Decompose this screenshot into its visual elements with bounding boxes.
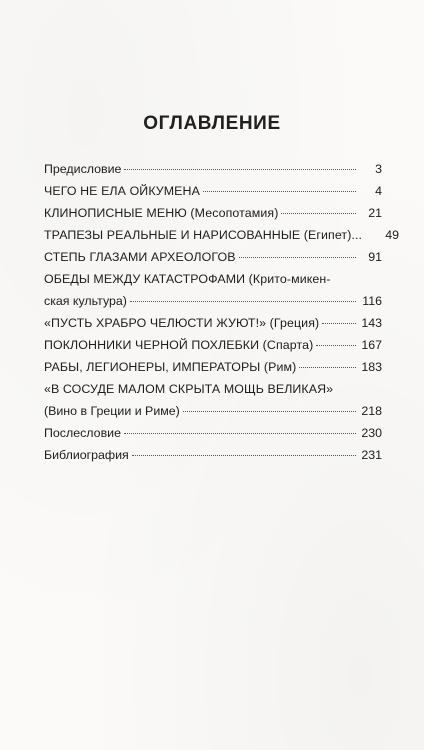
toc-entry-bibliography xyxy=(44,444,382,466)
toc-entry-mesopotamia xyxy=(44,202,382,224)
dot-leader xyxy=(316,345,356,346)
toc-entry-crete xyxy=(44,268,382,312)
toc-entry-label: ТРАПЕЗЫ РЕАЛЬНЫЕ И НАРИСОВАННЫЕ (Египет)... xyxy=(44,228,363,242)
dot-leader xyxy=(281,213,356,214)
toc-entry-page: 91 xyxy=(368,250,382,264)
page-title: ОГЛАВЛЕНИЕ xyxy=(143,113,281,134)
toc-entry-page: 21 xyxy=(368,206,382,220)
toc-entry-label: Библиография xyxy=(44,448,129,462)
toc-entry-page: 116 xyxy=(362,294,382,308)
toc-entry-afterword xyxy=(44,422,382,444)
dot-leader xyxy=(130,301,356,302)
toc-entry-page: 218 xyxy=(361,404,382,418)
toc-entry-label: РАБЫ, ЛЕГИОНЕРЫ, ИМПЕРАТОРЫ (Рим) xyxy=(44,360,297,374)
toc-entry-page: 143 xyxy=(361,316,382,330)
toc-entry-egypt xyxy=(44,224,400,246)
toc-entry-label: КЛИНОПИСНЫЕ МЕНЮ (Месопотамия) xyxy=(44,206,279,220)
toc-entry-page: 183 xyxy=(361,360,382,374)
dot-leader xyxy=(183,411,356,412)
toc-entry-oikumene xyxy=(44,180,382,202)
toc-entry-page: 231 xyxy=(361,448,382,462)
toc-entry-label-line1: ОБЕДЫ МЕЖДУ КАТАСТРОФАМИ (Крито-микен- xyxy=(44,272,331,286)
toc-entry-label: (Вино в Греции и Риме) xyxy=(44,404,180,418)
dot-leader xyxy=(203,191,356,192)
toc-entry-page: 3 xyxy=(375,162,382,176)
table-of-contents xyxy=(44,158,400,466)
dot-leader xyxy=(239,257,356,258)
toc-entry-preface xyxy=(44,158,382,180)
toc-entry-page: 230 xyxy=(361,426,382,440)
toc-entry-wine xyxy=(44,378,382,422)
toc-entry-page: 167 xyxy=(361,338,382,352)
dot-leader xyxy=(124,169,356,170)
toc-entry-page: 49 xyxy=(385,228,400,242)
toc-entry-label: СТЕПЬ ГЛАЗАМИ АРХЕОЛОГОВ xyxy=(44,250,236,264)
toc-entry-sparta xyxy=(44,334,382,356)
dot-leader xyxy=(132,455,356,456)
toc-entry-label: Послесловие xyxy=(44,426,121,440)
toc-entry-rome xyxy=(44,356,382,378)
toc-entry-label: ПОКЛОННИКИ ЧЕРНОЙ ПОХЛЕБКИ (Спарта) xyxy=(44,338,314,352)
toc-entry-label: «ПУСТЬ ХРАБРО ЧЕЛЮСТИ ЖУЮТ!» (Греция) xyxy=(44,316,320,330)
dot-leader xyxy=(124,433,356,434)
toc-entry-label: ЧЕГО НЕ ЕЛА ОЙКУМЕНА xyxy=(44,184,200,198)
toc-entry-greece xyxy=(44,312,382,334)
toc-entry-label: Предисловие xyxy=(44,162,122,176)
toc-entry-label-line1: «В СОСУДЕ МАЛОМ СКРЫТА МОЩЬ ВЕЛИКАЯ» xyxy=(44,382,334,396)
toc-entry-page: 4 xyxy=(375,184,382,198)
dot-leader xyxy=(299,367,356,368)
dot-leader xyxy=(322,323,356,324)
toc-entry-label: ская культура) xyxy=(44,294,127,308)
toc-entry-steppe xyxy=(44,246,382,268)
